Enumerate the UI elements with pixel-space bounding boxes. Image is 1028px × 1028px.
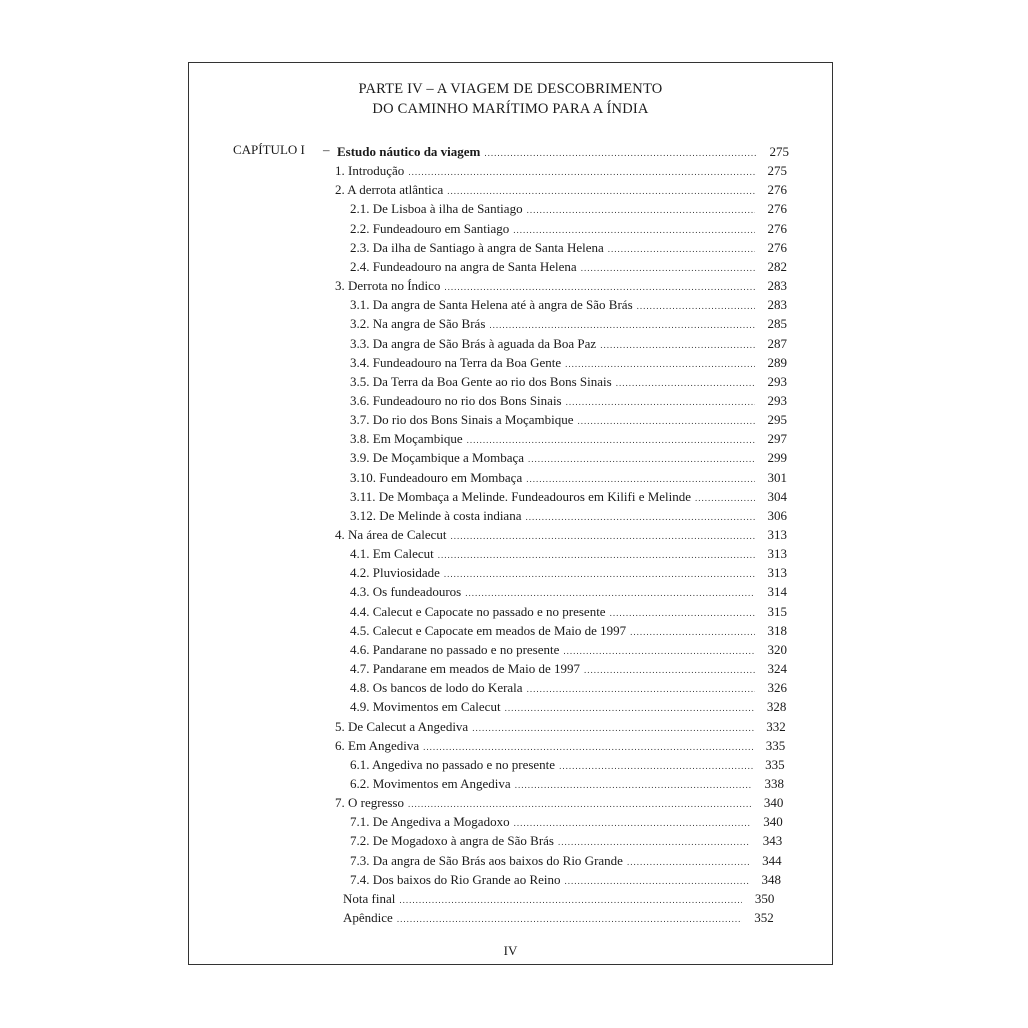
toc-leader-dots [514,814,751,833]
toc-leader-dots [447,182,755,201]
toc-entry [350,353,787,372]
toc-leader-dots [528,450,755,469]
toc-leader-dots [616,374,755,393]
toc-entry-label: Estudo náutico da viagem [337,144,481,159]
toc-entry-page: 293 [767,392,787,408]
toc-entry-label: 4.7. Pandarane em meados de Maio de 1997 [350,661,580,677]
toc-entry-page: 295 [767,412,787,428]
toc-entry [350,621,787,640]
toc-leader-dots [515,776,752,795]
toc-entry-page: 289 [767,354,787,370]
toc-entry [350,563,787,582]
toc-entry [350,314,787,333]
toc-entry [350,238,787,257]
toc-entry-label: 3.6. Fundeadouro no rio dos Bons Sinais [350,392,562,408]
toc-entry [335,276,787,295]
toc-leader-dots [695,489,755,508]
toc-entry-page: 276 [767,220,787,236]
toc-entry-page: 343 [762,833,783,849]
toc-entry-label: Apêndice [343,910,393,925]
toc-entry-label: 3. Derrota no Índico [335,278,441,294]
toc-entry [350,429,787,448]
toc-entry [337,142,789,161]
toc-entry-label: 3.7. Do rio dos Bons Sinais a Moçambique [350,412,574,428]
toc-entry [343,889,774,908]
toc-entry [335,180,787,199]
toc-entry-page: 304 [767,488,787,504]
toc-leader-dots [610,604,755,623]
toc-entry [350,544,787,563]
toc-leader-dots [630,623,755,642]
toc-entry [350,659,787,678]
toc-leader-dots [527,201,755,220]
toc-leader-dots [565,355,755,374]
toc-entry-label: 4.2. Pluviosidade [350,565,440,581]
toc-leader-dots [451,527,755,546]
toc-entry [350,774,784,793]
toc-leader-dots [627,853,750,872]
toc-entry [350,870,781,889]
toc-entry [350,812,783,831]
toc-entry [350,372,787,391]
page-folio: IV [503,943,518,958]
toc-entry [350,640,787,659]
toc-entry-label: 4.3. Os fundeadouros [350,584,462,600]
toc-entry-page: 324 [767,661,787,677]
toc-leader-dots [505,699,755,718]
toc-entry-page: 344 [762,852,782,868]
toc-leader-dots [566,393,755,412]
toc-entry-page: 335 [765,756,785,772]
toc-entry-page: 318 [767,622,787,638]
toc-entry [350,506,787,525]
toc-entry-label: 3.8. Em Moçambique [350,431,463,447]
toc-leader-dots [408,795,751,814]
toc-entry-label: 3.5. Da Terra da Boa Gente ao rio dos Bons Sinais [350,373,612,389]
toc-entry-page: 313 [767,527,787,542]
toc-leader-dots [465,584,755,603]
toc-leader-dots [526,470,755,489]
toc-entry-page: 276 [767,239,787,255]
toc-entry-page: 276 [767,201,787,217]
toc-entry-page: 276 [767,182,787,198]
toc-entry-label: 4.4. Calecut e Capocate no passado e no presente [350,603,606,619]
toc-entry-label: 7.4. Dos baixos do Rio Grande ao Reino [350,871,561,887]
toc-entry-label: 6.1. Angediva no passado e no presente [350,756,556,772]
toc-leader-dots [397,910,742,929]
toc-entry-page: 275 [767,163,787,179]
toc-entry-label: 7.1. De Angediva a Mogadoxo [350,814,510,830]
toc-entry-page: 350 [754,890,775,906]
toc-entry-label: 3.3. Da angra de São Brás à aguada da Boa Paz [350,335,597,351]
toc-entry [350,257,787,276]
toc-entry-label: 3.2. Na angra de São Brás [350,316,486,332]
toc-entry-label: 7. O regresso [335,795,404,811]
chapter-label: CAPÍTULO I [233,142,305,157]
toc-leader-dots [563,642,755,661]
toc-entry [343,908,774,927]
toc-leader-dots [637,297,755,316]
toc-entry-label: 2. A derrota atlântica [335,182,444,198]
toc-entry-label: 2.2. Fundeadouro em Santiago [350,220,510,236]
toc-entry-page: 340 [763,814,783,830]
toc-leader-dots [438,546,755,565]
toc-entry-label: 2.1. De Lisboa à ilha de Santiago [350,201,523,217]
toc-entry-page: 313 [767,546,787,562]
toc-leader-dots [408,163,755,182]
toc-entry-label: 3.10. Fundeadouro em Mombaça [350,469,523,485]
toc-entry-page: 328 [766,699,787,715]
toc-entry-page: 340 [763,795,784,811]
toc-entry-label: 3.4. Fundeadouro na Terra da Boa Gente [350,354,562,370]
toc-leader-dots [578,412,755,431]
toc-entry [350,448,787,467]
toc-leader-dots [423,738,753,757]
toc-entry [335,161,787,180]
toc-entry-page: 283 [767,278,787,294]
toc-entry-page: 301 [767,469,787,485]
toc-entry-label: Nota final [343,890,396,906]
toc-entry [350,487,787,506]
toc-entry-page: 335 [765,737,786,753]
toc-leader-dots [558,833,750,852]
toc-entry [350,678,787,697]
toc-entry-label: 7.3. Da angra de São Brás aos baixos do Rio Grande [350,852,623,868]
toc-entry-page: 338 [764,775,784,791]
toc-leader-dots [581,259,755,278]
toc-entry-page: 348 [761,871,781,887]
toc-entry-label: 3.1. Da angra de Santa Helena até à angra de São Brás [350,297,633,313]
toc-entry [335,793,783,812]
chapter-dash: – [323,142,330,157]
toc-entry-page: 306 [767,507,787,523]
toc-leader-dots [608,240,755,259]
toc-entry [350,851,782,870]
toc-entry [350,582,787,601]
toc-entry-page: 299 [767,450,787,466]
toc-leader-dots [489,316,755,335]
toc-entry-label: 6.2. Movimentos em Angediva [350,775,511,791]
toc-entry [335,736,785,755]
toc-leader-dots [513,221,755,240]
toc-entry [350,199,787,218]
toc-entry-label: 3.11. De Mombaça a Melinde. Fundeadouros em Kilifi e Melinde [350,488,692,504]
toc-entry-page: 275 [769,144,789,159]
toc-entry-label: 7.2. De Mogadoxo à angra de São Brás [350,833,554,849]
toc-leader-dots [565,872,749,891]
toc-entry [350,697,786,716]
toc-entry-page: 332 [766,718,786,734]
toc-entry [350,410,787,429]
toc-entry [350,755,785,774]
toc-entry-label: 1. Introdução [335,163,405,179]
toc-entry [350,602,787,621]
toc-entry-label: 5. De Calecut a Angediva [335,718,469,734]
toc-entry [350,391,787,410]
toc-entry-label: 2.4. Fundeadouro na angra de Santa Helena [350,258,577,274]
toc-leader-dots [472,719,754,738]
toc-entry [350,334,787,353]
toc-entry-label: 3.12. De Melinde à costa indiana [350,507,522,523]
toc-entry-page: 326 [767,680,787,696]
toc-entry-page: 297 [767,431,787,447]
toc-entry-page: 287 [767,335,787,351]
toc-entry-page: 282 [767,258,787,274]
toc-entry-label: 2.3. Da ilha de Santiago à angra de Santa Helena [350,239,604,255]
part-title-line-2: DO CAMINHO MARÍTIMO PARA A ÍNDIA [372,101,649,117]
toc-entry [335,525,787,544]
toc-leader-dots [444,565,755,584]
toc-leader-dots [584,661,755,680]
toc-entry-label: 6. Em Angediva [335,737,420,753]
toc-entry-label: 4.9. Movimentos em Calecut [350,699,501,715]
toc-entry-page: 293 [767,373,787,389]
toc-entry-label: 4.6. Pandarane no passado e no presente [350,641,560,657]
toc-entry [350,295,787,314]
toc-entry [335,717,786,736]
toc-entry-label: 4. Na área de Calecut [335,527,447,542]
document-page [188,62,833,965]
toc-entry-label: 3.9. De Moçambique a Mombaça [350,450,525,466]
toc-entry [350,219,787,238]
toc-leader-dots [525,508,755,527]
toc-entry-label: 4.5. Calecut e Capocate em meados de Maio de 1997 [350,622,627,638]
toc-leader-dots [600,336,755,355]
toc-entry-page: 313 [767,565,787,581]
toc-entry-label: 4.8. Os bancos de lodo do Kerala [350,680,523,696]
toc-leader-dots [484,144,757,163]
toc-entry-page: 320 [767,641,787,657]
toc-entry-page: 352 [754,910,774,925]
toc-entry-page: 285 [767,316,787,332]
toc-list [189,63,832,964]
toc-leader-dots [444,278,755,297]
toc-leader-dots [467,431,755,450]
toc-entry-label: 4.1. Em Calecut [350,546,434,562]
toc-entry-page: 314 [767,584,787,600]
toc-entry [350,831,782,850]
toc-entry-page: 283 [767,297,787,313]
part-title-line-1: PARTE IV – A VIAGEM DE DESCOBRIMENTO [358,81,663,97]
toc-leader-dots [559,757,753,776]
toc-leader-dots [399,891,742,910]
toc-entry-page: 315 [767,603,787,619]
toc-entry [350,468,787,487]
toc-leader-dots [527,680,755,699]
